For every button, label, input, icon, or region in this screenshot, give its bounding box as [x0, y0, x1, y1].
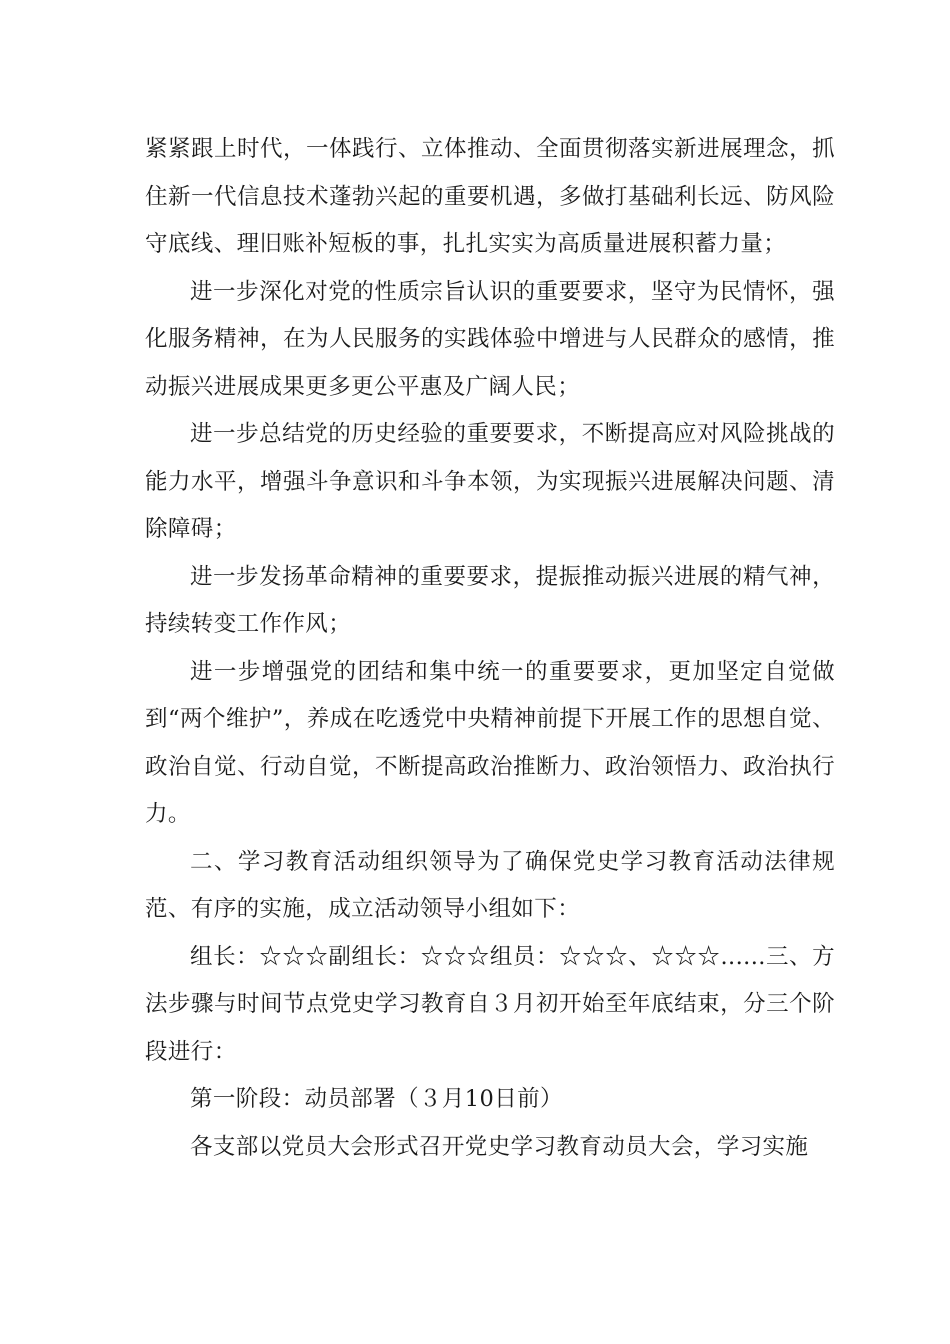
- paragraph-purpose-requirement: 进一步深化对党的性质宗旨认识的重要要求，坚守为民情怀，强化服务精神，在为人民服务的实践体验中增进与人民群众的感情，推动振兴进展成果更多更公平惠及广阔人民；: [145, 278, 835, 400]
- paragraph-phase-one-heading: 第一阶段：动员部署（３月10日前）: [190, 1086, 563, 1112]
- paragraph-revolutionary-spirit: 进一步发扬革命精神的重要要求，提振推动振兴进展的精气神，持续转变工作作风；: [145, 563, 835, 637]
- paragraph-leadership-members: 组长：☆☆☆副组长：☆☆☆组员：☆☆☆、☆☆☆......三、方法步骤与时间节点党史学习教育自３月初开始至年底结束，分三个阶段进行：: [145, 943, 835, 1065]
- paragraph-party-unity: 进一步增强党的团结和集中统一的重要要求，更加坚定自觉做到“两个维护”，养成在吃透党中央精神前提下开展工作的思想自觉、政治自觉、行动自觉，不断提高政治推断力、政治领悟力、政治执行力。: [145, 658, 835, 827]
- paragraph-history-experience: 进一步总结党的历史经验的重要要求，不断提高应对风险挑战的能力水平，增强斗争意识和斗争本领，为实现振兴进展解决问题、清除障碍；: [145, 421, 835, 542]
- document-body: [145, 126, 835, 1171]
- paragraph-phase-one-body: 各支部以党员大会形式召开党史学习教育动员大会，学习实施: [190, 1133, 809, 1160]
- paragraph-continuation: 紧紧跟上时代，一体践行、立体推动、全面贯彻落实新进展理念，抓住新一代信息技术蓬勃兴起的重要机遇，多做打基础利长远、防风险守底线、理旧账补短板的事，扎扎实实为高质量进展积蓄力量；: [145, 136, 835, 257]
- paragraph-section-two-leadership: 二、学习教育活动组织领导为了确保党史学习教育活动法律规范、有序的实施，成立活动领导小组如下：: [145, 848, 835, 922]
